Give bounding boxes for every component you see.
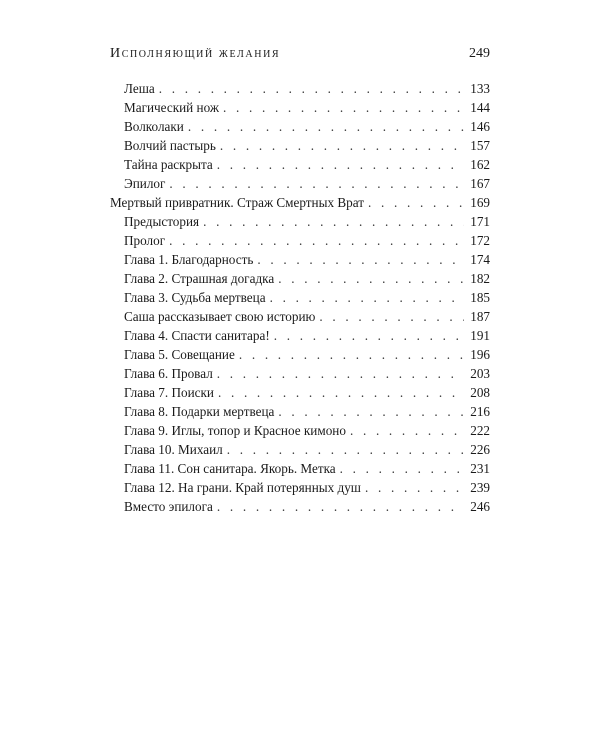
toc-entry-title: Саша рассказывает свою историю	[124, 309, 316, 324]
toc-entry-page: 203	[470, 366, 490, 381]
toc-entry	[110, 459, 490, 478]
toc-entry	[110, 250, 490, 269]
dot-leader	[220, 136, 464, 155]
toc-entry-title: Глава 2. Страшная догадка	[124, 271, 275, 286]
dot-leader	[227, 440, 464, 459]
toc-entry-title: Волколаки	[124, 119, 184, 134]
toc-entry	[110, 421, 490, 440]
toc-entry-page: 222	[470, 423, 490, 438]
toc-entry-page: 239	[470, 480, 490, 495]
table-of-contents	[110, 79, 490, 516]
toc-entry	[110, 155, 490, 174]
dot-leader	[169, 174, 464, 193]
dot-leader	[368, 193, 464, 212]
running-title: Исполняющий желания	[110, 46, 281, 61]
toc-entry-page: 167	[470, 176, 490, 191]
toc-entry-title: Глава 4. Спасти санитара!	[124, 328, 270, 343]
toc-entry-page: 172	[470, 233, 490, 248]
toc-entry-page: 185	[470, 290, 490, 305]
toc-entry	[110, 269, 490, 288]
toc-entry	[110, 212, 490, 231]
toc-entry-title: Глава 5. Совещание	[124, 347, 235, 362]
toc-entry-page: 216	[470, 404, 490, 419]
toc-entry	[110, 231, 490, 250]
dot-leader	[217, 155, 464, 174]
toc-entry-page: 246	[470, 499, 490, 514]
dot-leader	[270, 288, 464, 307]
toc-entry-page: 171	[470, 214, 490, 229]
toc-entry	[110, 136, 490, 155]
dot-leader	[159, 79, 464, 98]
dot-leader	[257, 250, 464, 269]
dot-leader	[340, 459, 464, 478]
toc-entry-title: Мертвый привратник. Страж Смертных Врат	[110, 195, 364, 210]
toc-entry-title: Тайна раскрыта	[124, 157, 213, 172]
toc-entry-title: Глава 10. Михаил	[124, 442, 223, 457]
toc-entry-title: Глава 9. Иглы, топор и Красное кимоно	[124, 423, 346, 438]
toc-entry-title: Магический нож	[124, 100, 219, 115]
toc-entry-page: 182	[470, 271, 490, 286]
toc-entry-page: 133	[470, 81, 490, 96]
dot-leader	[217, 364, 464, 383]
toc-entry-page: 169	[470, 195, 490, 210]
dot-leader	[203, 212, 464, 231]
toc-entry-page: 226	[470, 442, 490, 457]
toc-entry-title: Глава 6. Провал	[124, 366, 213, 381]
dot-leader	[274, 326, 464, 345]
toc-entry	[110, 117, 490, 136]
toc-entry-page: 231	[470, 461, 490, 476]
dot-leader	[217, 497, 464, 516]
toc-entry-title: Глава 11. Сон санитара. Якорь. Метка	[124, 461, 336, 476]
dot-leader	[169, 231, 464, 250]
toc-entry-title: Пролог	[124, 233, 166, 248]
toc-entry	[110, 440, 490, 459]
dot-leader	[365, 478, 464, 497]
toc-entry-title: Глава 8. Подарки мертвеца	[124, 404, 275, 419]
running-header	[110, 46, 490, 70]
toc-entry	[110, 98, 490, 117]
toc-entry-page: 208	[470, 385, 490, 400]
toc-entry-page: 144	[470, 100, 490, 115]
dot-leader	[278, 402, 464, 421]
page-number: 249	[469, 46, 490, 61]
toc-entry	[110, 288, 490, 307]
toc-entry-page: 157	[470, 138, 490, 153]
toc-entry-title: Волчий пастырь	[124, 138, 216, 153]
toc-entry	[110, 364, 490, 383]
toc-entry	[110, 79, 490, 98]
toc-entry-title: Глава 3. Судьба мертвеца	[124, 290, 266, 305]
toc-entry-title: Леша	[124, 81, 155, 96]
toc-entry-page: 174	[470, 252, 490, 267]
dot-leader	[350, 421, 464, 440]
toc-entry	[110, 478, 490, 497]
toc-entry	[110, 307, 490, 326]
dot-leader	[278, 269, 464, 288]
toc-entry	[110, 174, 490, 193]
toc-entry-title: Глава 7. Поиски	[124, 385, 214, 400]
toc-entry	[110, 326, 490, 345]
dot-leader	[218, 383, 464, 402]
toc-entry-page: 191	[470, 328, 490, 343]
toc-section-entry	[110, 193, 490, 212]
toc-entry	[110, 402, 490, 421]
toc-entry-title: Предыстория	[124, 214, 200, 229]
toc-entry-title: Глава 1. Благодарность	[124, 252, 254, 267]
dot-leader	[319, 307, 464, 326]
toc-entry-page: 146	[470, 119, 490, 134]
toc-entry-page: 187	[470, 309, 490, 324]
toc-entry	[110, 345, 490, 364]
toc-entry-title: Глава 12. На грани. Край потерянных душ	[124, 480, 361, 495]
toc-entry-title: Вместо эпилога	[124, 499, 213, 514]
dot-leader	[223, 98, 464, 117]
toc-entry-page: 196	[470, 347, 490, 362]
toc-entry	[110, 497, 490, 516]
dot-leader	[239, 345, 464, 364]
toc-entry-page: 162	[470, 157, 490, 172]
dot-leader	[188, 117, 464, 136]
toc-entry-title: Эпилог	[124, 176, 166, 191]
toc-entry	[110, 383, 490, 402]
